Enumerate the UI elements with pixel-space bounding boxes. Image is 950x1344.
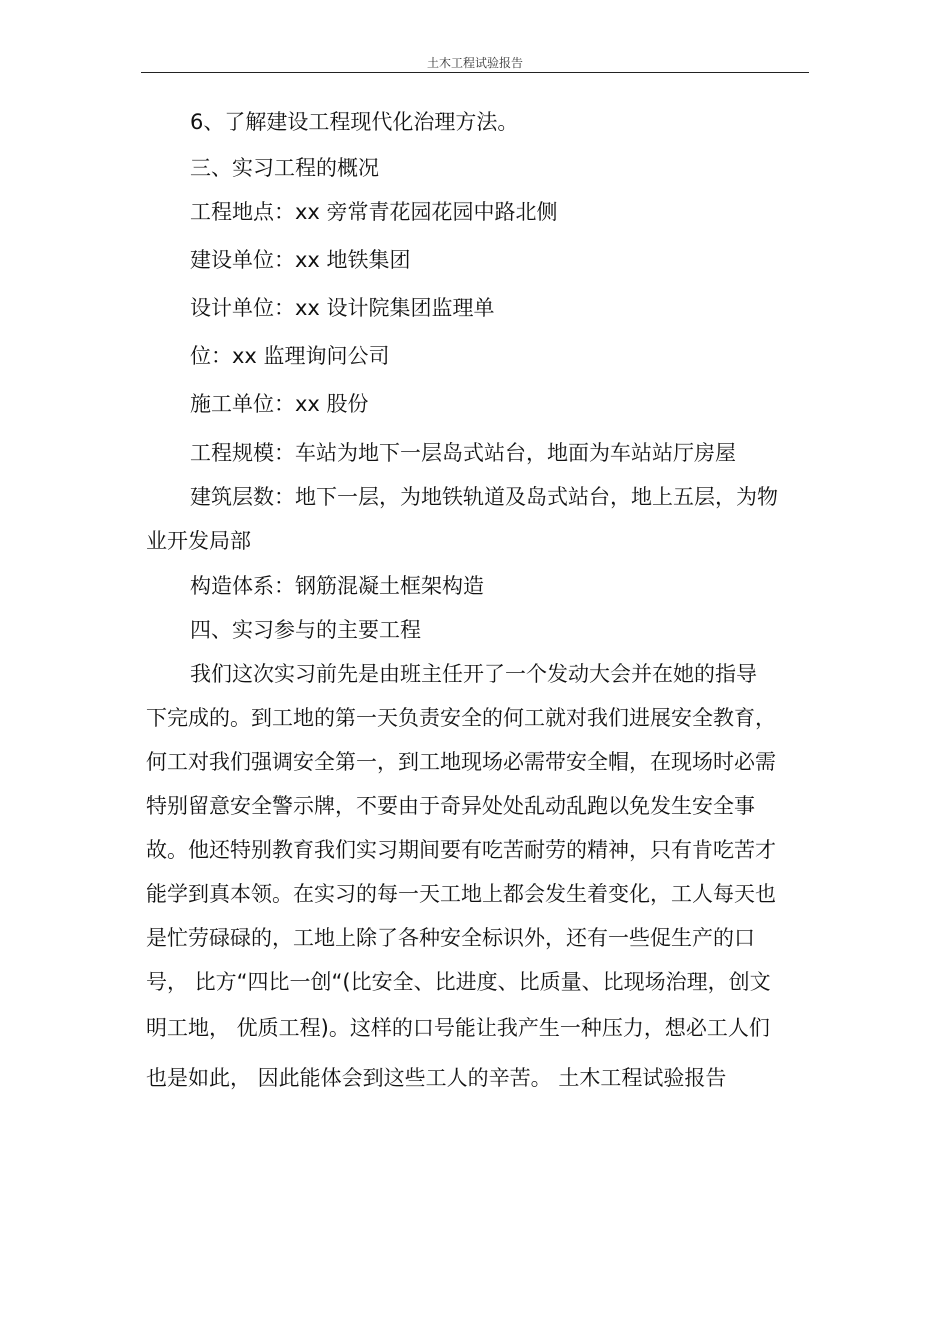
text-line: 工程地点：xx 旁常青花园花园中路北侧 [190,200,558,224]
text-line: 6、了解建设工程现代化治理方法。 [190,110,519,134]
text-line: 建设单位：xx 地铁集团 [190,248,411,272]
text-line: 何工对我们强调安全第一，到工地现场必需带安全帽，在现场时必需 [146,750,776,774]
text-line: 构造体系：钢筋混凝土框架构造 [190,574,484,598]
text-line: 建筑层数：地下一层，为地铁轨道及岛式站台，地上五层，为物 [190,485,778,509]
section-heading: 三、实习工程的概况 [190,156,379,180]
text-line: 明工地， 优质工程)。这样的口号能让我产生一种压力，想必工人们 [146,1016,770,1040]
text-line: 故。他还特别教育我们实习期间要有吃苦耐劳的精神，只有肯吃苦才 [146,838,776,862]
text-line: 特别留意安全警示牌，不要由于奇异处处乱动乱跑以免发生安全事 [146,794,755,818]
text-line: 号， 比方“四比一创“(比安全、比进度、比质量、比现场治理，创文 [146,970,771,994]
text-line: 位：xx 监理询问公司 [190,344,390,368]
page-header [141,56,809,73]
text-line: 是忙劳碌碌的，工地上除了各种安全标识外，还有一些促生产的口 [146,926,755,950]
text-line: 下完成的。到工地的第一天负责安全的何工就对我们进展安全教育， [146,706,776,730]
text-line: 能学到真本领。在实习的每一天工地上都会发生着变化，工人每天也 [146,882,776,906]
section-heading: 四、实习参与的主要工程 [190,618,421,642]
text-line: 我们这次实习前先是由班主任开了一个发动大会并在她的指导 [190,662,757,686]
text-line: 工程规模：车站为地下一层岛式站台，地面为车站站厅房屋 [190,441,736,465]
text-line: 设计单位：xx 设计院集团监理单 [190,296,495,320]
header-title: 土木工程试验报告 [426,56,523,70]
text-line: 施工单位：xx 股份 [190,392,369,416]
text-line: 也是如此， 因此能体会到这些工人的辛苦。 土木工程试验报告 [146,1066,727,1090]
text-line: 业开发局部 [146,529,251,553]
